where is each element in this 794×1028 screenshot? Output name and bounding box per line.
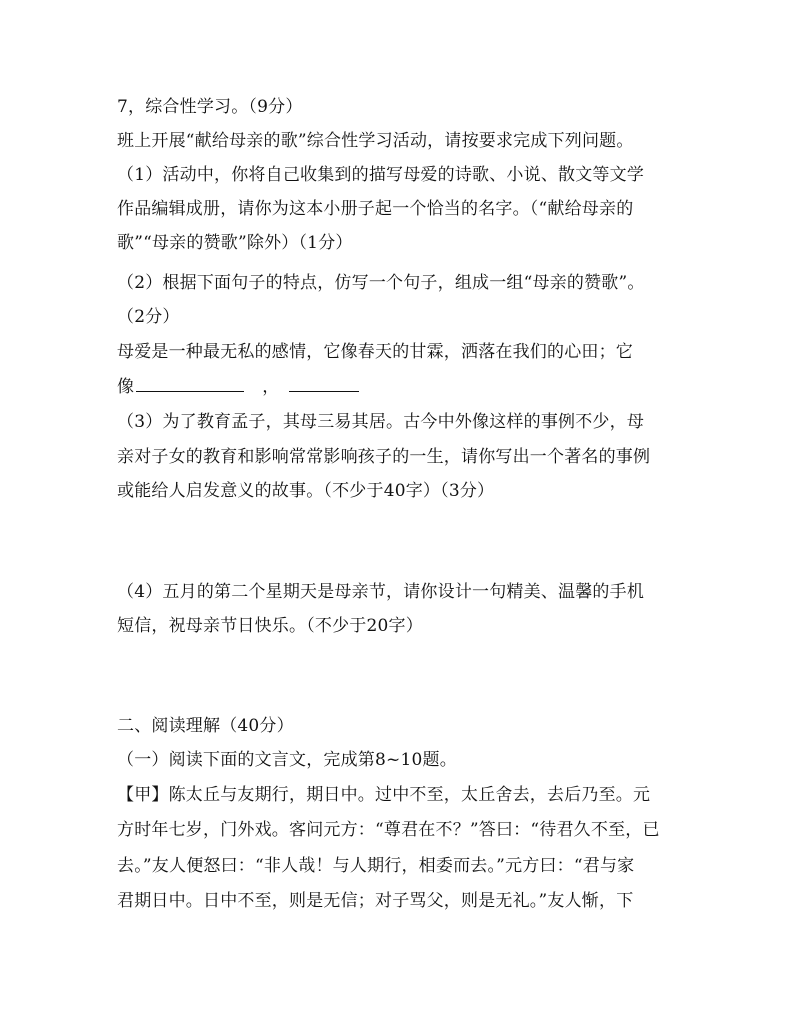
passage-jia-line-1: 【甲】陈太丘与友期行，期日中。过中不至，太丘舍去，去后乃至。元 [117,785,651,805]
passage-jia-line-3: 去。”友人便怒曰：“非人哉！与人期行，相委而去。”元方曰：“君与家 [117,856,635,876]
question-7-title: 7，综合性学习。（9分） [117,97,303,117]
fill-separator: ， [262,377,280,397]
subquestion-3-line-1: （3）为了教育孟子，其母三易其居。古今中外像这样的事例不少，母 [117,412,645,432]
answer-blank-1[interactable] [136,375,244,392]
subquestion-2-fill-line [117,375,359,398]
answer-blank-2[interactable] [289,375,359,392]
subquestion-4-line-1: （4）五月的第二个星期天是母亲节，请你设计一句精美、温馨的手机 [117,582,645,602]
subquestion-1-line-1: （1）活动中，你将自己收集到的描写母爱的诗歌、小说、散文等文学 [117,165,645,185]
question-7-intro: 班上开展“献给母亲的歌”综合性学习活动，请按要求完成下列问题。 [117,131,634,151]
subquestion-3-line-2: 亲对子女的教育和影响常常影响孩子的一生，请你写出一个著名的事例 [117,447,651,467]
subquestion-4-line-2: 短信，祝母亲节日快乐。（不少于20字） [117,616,423,636]
section-2-subsection-1: （一）阅读下面的文言文，完成第8~10题。 [117,750,457,770]
passage-jia-line-4: 君期日中。日中不至，则是无信；对子骂父，则是无礼。”友人惭，下 [117,891,634,911]
subquestion-2-line-2: （2分） [117,307,180,327]
subquestion-1-line-2: 作品编辑成册，请你为这本小册子起一个恰当的名字。（“献给母亲的 [117,199,634,219]
passage-jia-line-2: 方时年七岁，门外戏。客问元方：“尊君在不？”答曰：“待君久不至，已 [117,820,660,840]
subquestion-1-line-3: 歌”“母亲的赞歌”除外）（1分） [117,233,353,253]
section-2-title: 二、阅读理解（40分） [117,716,294,736]
fill-prefix: 像 [117,377,135,397]
subquestion-3-line-3: 或能给人启发意义的故事。（不少于40字）（3分） [117,481,495,501]
subquestion-2-line-3: 母爱是一种最无私的感情，它像春天的甘霖，洒落在我们的心田；它 [117,342,633,362]
subquestion-2-line-1: （2）根据下面句子的特点，仿写一个句子，组成一组“母亲的赞歌”。 [117,273,645,293]
